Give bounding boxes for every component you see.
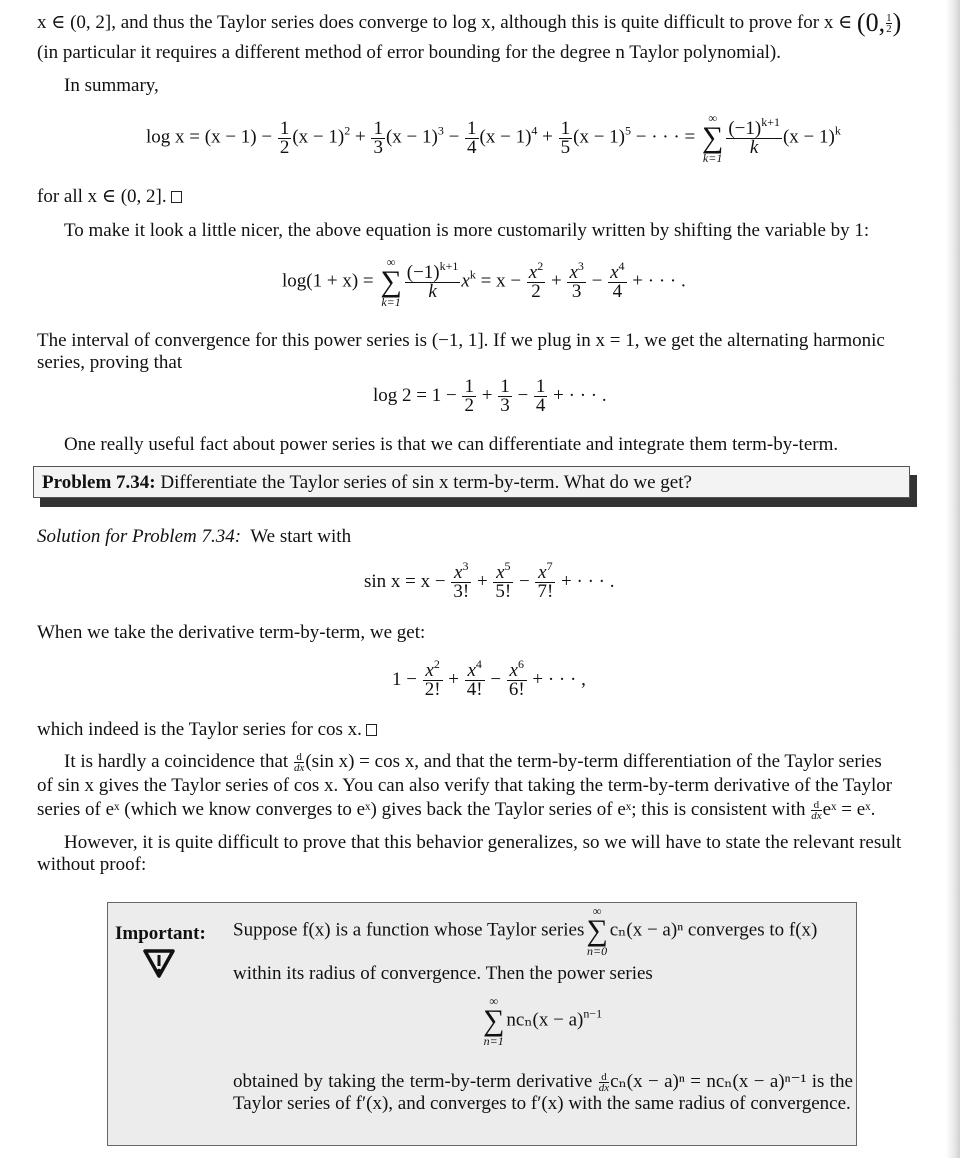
paragraph-line: without proof:	[37, 854, 147, 875]
d-dx: $\frac{d}{dx}$	[293, 751, 305, 775]
problem-label: Problem 7.34:	[42, 472, 156, 493]
important-box	[107, 902, 857, 1146]
paragraph-line: of sin x gives the Taylor series of cos x. You can also verify that taking the term-by-term derivative of the Taylor	[37, 775, 893, 796]
equation-log-x: log x = (x − 1) − $\frac{1}{2}$ $(x - 1)^2$ + $\frac{1}{3}$ $(x - 1)^3$ − $\frac{1}{4}$ $(x - 1)^4$ + $\frac{1}{5}$ $(x - 1)^5$ − · · · = ∞ ∑ k=1 $\frac{(-1)^{k+1}}{k}$ $(x - 1)^k$	[146, 111, 841, 165]
paragraph-shift: To make it look a little nicer, the above equation is more customarily written by shifting the variable by 1:	[64, 220, 870, 241]
paragraph-line: (in particular it requires a different method of error bounding for the degree n Taylor polynomial).	[37, 42, 781, 63]
warning-triangle-icon	[141, 947, 177, 979]
problem-box	[33, 466, 910, 498]
paragraph-coincidence: It is hardly a coincidence that $\frac{d}{dx}(\sin$ x) = cos x, and that the term-by-term differentiation of the Taylor series	[64, 751, 882, 775]
qed-icon	[171, 191, 182, 203]
equation-sin-x: sin x = x − $\frac{x^3}{3!}$ + $\frac{x^5}{5!}$ − $\frac{x^7}{7!}$ + · · · .	[364, 559, 615, 602]
paragraph-convergence	[37, 8, 902, 37]
page-edge-shadow	[946, 0, 960, 1158]
solution-heading: Solution for Problem 7.34: We start with	[37, 526, 352, 547]
paragraph-line: series of eˣ (which we know converges to eˣ) gives back the Taylor series of eˣ; this is consistent with $\frac{d}{dx}eˣ$ = eˣ.	[37, 799, 876, 823]
for-all-statement: for all x ∈ (0, 2].	[37, 186, 182, 208]
cos-conclusion: which indeed is the Taylor series for cos x.	[37, 719, 377, 741]
derivative-intro: When we take the derivative term-by-term, we get:	[37, 622, 426, 643]
paragraph-line: series, proving that	[37, 352, 183, 373]
important-paragraph: obtained by taking the term-by-term derivative $\frac{d}{dx}c_n(x - a)^n = nc_n(x - a)^{n-1}$ is the Taylor series of f′(x), and converges to f′(x) with the same radius of convergence.	[233, 1071, 853, 1115]
important-line-2: within its radius of convergence. Then the power series	[233, 963, 653, 984]
text-line: x ∈ (0, 2], and thus the Taylor series does converge to log x, although this is quite difficult to prove for x ∈	[37, 12, 853, 33]
paragraph-however: However, it is quite difficult to prove that this behavior generalizes, so we will have to state the relevant result	[64, 832, 902, 853]
solution-label: Solution for Problem 7.34:	[37, 526, 242, 547]
important-sum-equation: ∞ ∑ n=1 $nc_n(x - a)^{n-1}$	[483, 994, 603, 1048]
interval-zero-half: (0, $\frac{1}{2}$ )	[856, 8, 902, 37]
paragraph-interval: The interval of convergence for this power series is (−1, 1]. If we plug in x = 1, we get the alternating harmonic	[37, 330, 885, 351]
important-label: Important:	[115, 923, 206, 944]
equation-log-1-plus-x: log(1 + x) = ∞ ∑ k=1 $\frac{(-1)^{k+1}}{k}$ $x^k = x$ − $\frac{x^2}{2}$ + $\frac{x^3}{3}$ − $\frac{x^4}{4}$ + · · · .	[282, 255, 686, 309]
d-dx: $\frac{d}{dx}$	[598, 1071, 610, 1095]
equation-log-2: log 2 = 1 − $\frac{1}{2}$ + $\frac{1}{3}$ − $\frac{1}{4}$ + · · · .	[373, 376, 607, 416]
problem-text: Differentiate the Taylor series of sin x term-by-term. What do we get?	[160, 472, 692, 493]
important-line-1: Suppose f(x) is a function whose Taylor series ∞ ∑ n=0 cₙ(x − a)ⁿ converges to f(x)	[233, 904, 818, 958]
d-dx: $\frac{d}{dx}$	[811, 799, 822, 823]
paragraph-useful-fact: One really useful fact about power series is that we can differentiate and integrate them term-by-term.	[64, 434, 839, 455]
equation-cos-series: 1 − $\frac{x^2}{2!}$ + $\frac{x^4}{4!}$ − $\frac{x^6}{6!}$ + · · · ,	[392, 657, 586, 700]
in-summary: In summary,	[64, 75, 159, 96]
qed-icon	[366, 724, 377, 736]
